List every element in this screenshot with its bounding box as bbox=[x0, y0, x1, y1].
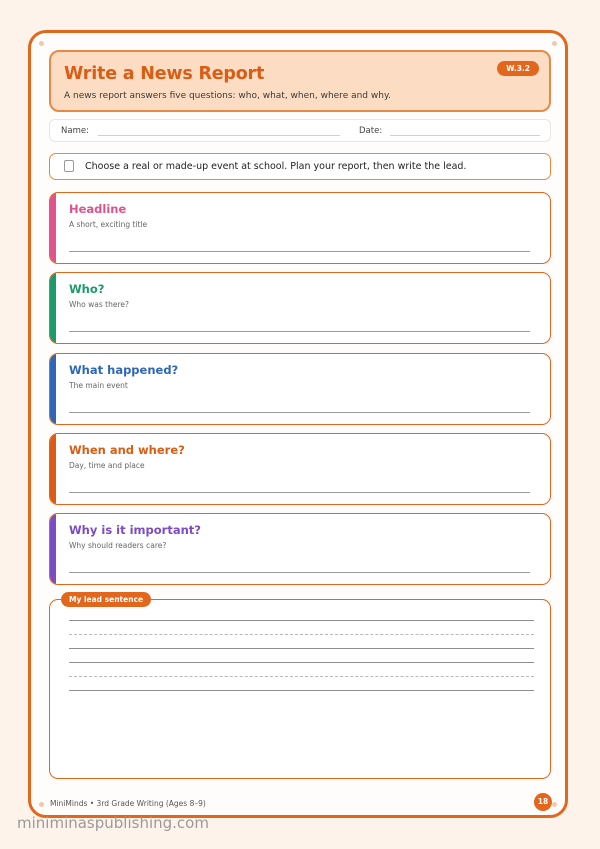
section-card-what-happened bbox=[49, 353, 551, 425]
name-date-bar bbox=[49, 119, 551, 142]
section-card-when-where bbox=[49, 433, 551, 505]
section-card-who bbox=[49, 272, 551, 344]
section-stripe bbox=[50, 514, 56, 584]
publisher-watermark: miniminaspublishing.com bbox=[17, 814, 209, 832]
writing-line[interactable] bbox=[69, 572, 530, 573]
date-field[interactable] bbox=[390, 135, 540, 136]
corner-dot bbox=[39, 41, 44, 46]
worksheet-page bbox=[28, 30, 568, 818]
lead-sentence-box bbox=[49, 599, 551, 779]
lead-sentence-label: My lead sentence bbox=[61, 592, 151, 607]
section-hint: Who was there? bbox=[69, 300, 129, 309]
date-label: Date: bbox=[359, 126, 383, 136]
lead-guide-line bbox=[69, 634, 534, 635]
section-stripe bbox=[50, 354, 56, 424]
worksheet-header bbox=[49, 50, 551, 112]
section-stripe bbox=[50, 193, 56, 263]
section-title: When and where? bbox=[69, 443, 185, 457]
section-title: What happened? bbox=[69, 363, 179, 377]
section-title: Who? bbox=[69, 282, 105, 296]
writing-line[interactable] bbox=[69, 412, 530, 413]
section-hint: The main event bbox=[69, 381, 128, 390]
lead-writing-line[interactable] bbox=[69, 648, 534, 649]
name-field[interactable] bbox=[98, 135, 340, 136]
writing-line[interactable] bbox=[69, 331, 530, 332]
standard-badge: W.3.2 bbox=[497, 61, 539, 76]
page-subtitle: A news report answers five questions: who, what, when, where and why. bbox=[64, 91, 391, 101]
lead-writing-line[interactable] bbox=[69, 662, 534, 663]
instruction-checkbox[interactable] bbox=[64, 160, 74, 172]
section-stripe bbox=[50, 434, 56, 504]
corner-dot bbox=[39, 802, 44, 807]
corner-dot bbox=[552, 802, 557, 807]
writing-line[interactable] bbox=[69, 492, 530, 493]
instruction-box bbox=[49, 153, 551, 180]
section-hint: A short, exciting title bbox=[69, 220, 148, 229]
lead-writing-line[interactable] bbox=[69, 690, 534, 691]
section-card-why-important bbox=[49, 513, 551, 585]
section-title: Headline bbox=[69, 202, 127, 216]
section-hint: Day, time and place bbox=[69, 461, 145, 470]
instruction-text: Choose a real or made-up event at school. Plan your report, then write the lead. bbox=[85, 161, 467, 172]
lead-writing-line[interactable] bbox=[69, 620, 534, 621]
footer-text: MiniMinds • 3rd Grade Writing (Ages 8–9) bbox=[50, 799, 206, 808]
page-number-badge: 18 bbox=[534, 793, 552, 811]
section-hint: Why should readers care? bbox=[69, 541, 167, 550]
name-label: Name: bbox=[61, 126, 89, 136]
section-title: Why is it important? bbox=[69, 523, 201, 537]
corner-dot bbox=[552, 41, 557, 46]
section-stripe bbox=[50, 273, 56, 343]
writing-line[interactable] bbox=[69, 251, 530, 252]
page-title: Write a News Report bbox=[64, 64, 265, 84]
section-card-headline bbox=[49, 192, 551, 264]
lead-guide-line bbox=[69, 676, 534, 677]
